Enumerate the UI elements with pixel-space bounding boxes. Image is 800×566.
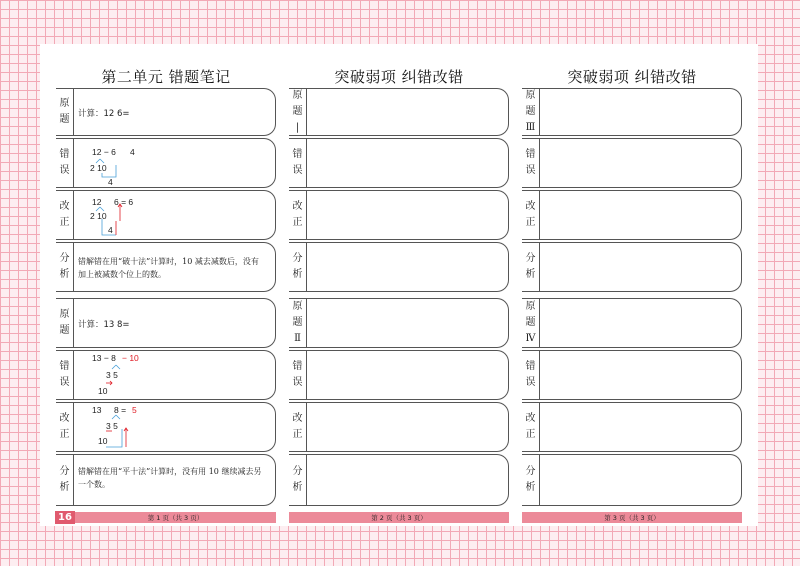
column-title: 突破弱项 纠错改错 (334, 68, 464, 86)
result-number: 4 (108, 225, 113, 235)
footer-bar-2: 第 2 页（共 3 页） (289, 512, 509, 523)
row-label: 错 误 (56, 139, 74, 187)
row-question (56, 88, 276, 136)
roman-numeral: Ⅱ (294, 333, 301, 344)
row-label: 错 误 (56, 351, 74, 399)
column-title: 第二单元 错题笔记 (101, 68, 231, 86)
row-question-blank (522, 298, 742, 348)
row-label: 原 题 Ⅳ (522, 299, 540, 347)
roman-numeral: Ⅲ (525, 122, 536, 133)
row-label: 原 题 | (289, 89, 307, 135)
row-question-blank (522, 88, 742, 136)
row-label: 分 析 (289, 243, 307, 291)
row-label: 分 析 (522, 455, 540, 505)
row-label: 分 析 (56, 455, 74, 505)
row-wrong (56, 350, 276, 400)
row-wrong-blank (522, 138, 742, 188)
row-label: 原 题 (56, 89, 74, 135)
analysis-text: 错解错在用“平十法”计算时，没有用 10 继续减去另一个数。 (78, 467, 262, 489)
split-numbers: 2 10 (90, 163, 107, 173)
roman-numeral: Ⅳ (525, 333, 536, 344)
row-analysis-blank (522, 454, 742, 506)
row-label: 改 正 (522, 191, 540, 239)
column-title: 突破弱项 纠错改错 (567, 68, 697, 86)
row-correction (56, 190, 276, 240)
row-wrong-blank (289, 138, 509, 188)
correct-left: 13 (92, 405, 102, 415)
row-label: 改 正 (56, 403, 74, 451)
split-numbers: 2 10 (90, 211, 107, 221)
row-correction-blank (289, 402, 509, 452)
split-numbers: 3 5 (106, 370, 118, 380)
row-correction-blank (289, 190, 509, 240)
row-question-blank (289, 298, 509, 348)
result-number: 10 (98, 386, 108, 396)
row-question (56, 298, 276, 348)
footer-bar-3: 第 3 页（共 3 页） (522, 512, 742, 523)
row-analysis (56, 454, 276, 506)
row-label: 原 题 Ⅲ (522, 89, 540, 135)
row-label: 错 误 (522, 139, 540, 187)
split-lines (88, 139, 138, 189)
row-analysis (56, 242, 276, 292)
result-number: 10 (98, 436, 108, 446)
row-analysis-blank (522, 242, 742, 292)
row-label: 错 误 (289, 351, 307, 399)
wrong-answer: 4 (130, 147, 135, 157)
row-label: 原 题 (56, 299, 74, 347)
row-correction-blank (522, 190, 742, 240)
row-label: 原 题 Ⅱ (289, 299, 307, 347)
row-label: 错 误 (522, 351, 540, 399)
result-number: 4 (108, 177, 113, 187)
row-label: 改 正 (522, 403, 540, 451)
row-wrong (56, 138, 276, 188)
roman-numeral: | (295, 122, 300, 133)
question-text: 计算：12 6= (78, 109, 130, 119)
correct-right: 8 = (114, 405, 127, 415)
footer-bar-1: 第 1 页（共 3 页） (75, 512, 276, 523)
row-label: 错 误 (289, 139, 307, 187)
row-label: 分 析 (56, 243, 74, 291)
row-question-blank (289, 88, 509, 136)
row-label: 分 析 (289, 455, 307, 505)
row-correction-blank (522, 402, 742, 452)
correction-lines (86, 191, 146, 241)
correct-right: 6 = 6 (114, 197, 134, 207)
question-text: 计算：13 8= (78, 320, 130, 330)
row-label: 分 析 (522, 243, 540, 291)
row-correction (56, 402, 276, 452)
row-analysis-blank (289, 242, 509, 292)
correction-lines (86, 403, 146, 453)
row-label: 改 正 (289, 403, 307, 451)
wrong-expression: 12 − 6 (92, 147, 116, 157)
split-numbers: 3 5 (106, 421, 118, 431)
page-number-badge: 16 (55, 511, 75, 524)
row-label: 改 正 (56, 191, 74, 239)
row-analysis-blank (289, 454, 509, 506)
row-wrong-blank (522, 350, 742, 400)
analysis-text: 错解错在用“破十法”计算时，10 减去减数后，没有加上被减数个位上的数。 (78, 257, 259, 279)
wrong-expression: 13 − 8 (92, 353, 116, 363)
row-label: 改 正 (289, 191, 307, 239)
row-wrong-blank (289, 350, 509, 400)
wrong-answer: − 10 (122, 353, 139, 363)
correct-answer: 5 (132, 405, 137, 415)
split-lines (86, 351, 146, 401)
correct-left: 12 (92, 197, 102, 207)
